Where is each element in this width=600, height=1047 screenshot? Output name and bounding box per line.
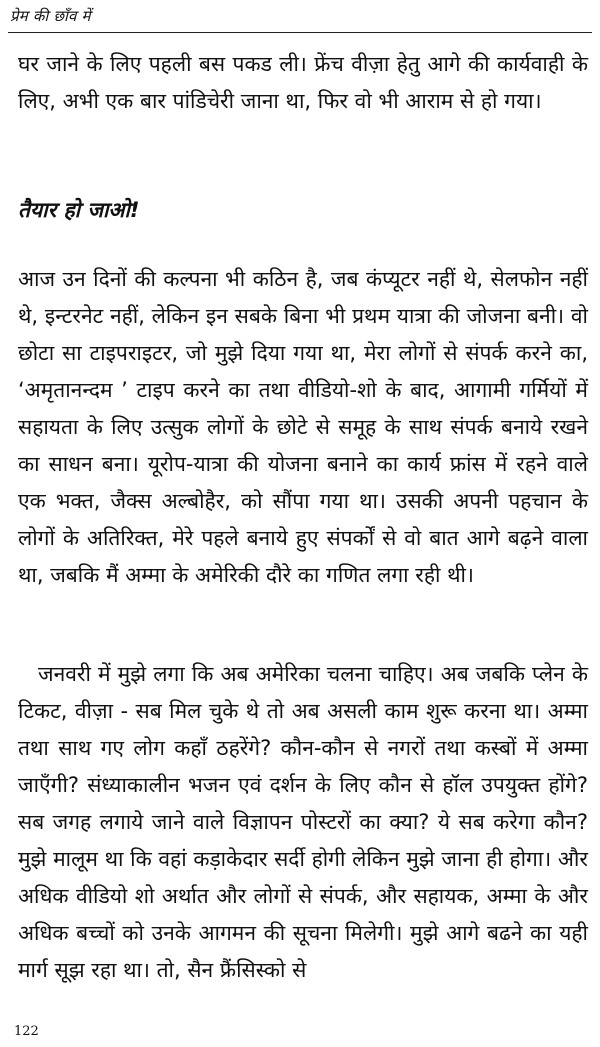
paragraph-2 bbox=[18, 261, 588, 594]
paragraph-1 bbox=[18, 46, 588, 120]
paragraph-3-text: जनवरी में मुझे लगा कि अब अमेरिका चलना चाहिए। अब जबकि प्लेन के टिकट, वीज़ा - सब मिल चुके थे तो अब असली काम शुरू करना था। अम्मा तथा साथ गए लोग कहाँ ठहरेंगे? कौन-कौन से नगरों तथा कस्बों में अम्मा जाएँगी? संध्याकालीन भजन एवं दर्शन के लिए कौन से हॉल उपयुक्त होंगे? सब जगह लगाये जाने वाले विज्ञापन पोस्टरों का क्या? ये सब करेगा कौन? मुझे मालूम था कि वहां कड़ाकेदार सर्दी होगी लेकिन मुझे जाना ही होगा। और अधिक वीडियो शो अर्थात और लोगों से संपर्क, और सहायक, अम्मा के और अधिक बच्चों को उनके आगमन की सूचना मिलेगी। मुझे आगे बढने का यही मार्ग सूझ रहा था। तो, सैन फ्रैंसिस्को से bbox=[18, 662, 588, 982]
section-heading: तैयार हो जाओ! bbox=[18, 198, 140, 222]
page-number: 122 bbox=[14, 1024, 39, 1039]
paragraph-2-text: आज उन दिनों की कल्पना भी कठिन है, जब कंप्यूटर नहीं थे, सेलफोन नहीं थे, इन्टरनेट नहीं, लेकिन इन सबके बिना भी प्रथम यात्रा की जोजना बनी। वो छोटा सा टाइपराइटर, जो मुझे दिया गया था, मेरा लोगों से संपर्क करने का, ‘अमृतानन्दम ’ टाइप करने का तथा वीडियो-शो के बाद, आगामी गर्मियों में सहायता के लिए उत्सुक लोगों के छोटे से समूह के साथ संपर्क बनाये रखने का साधन बना। यूरोप-यात्रा की योजना बनाने का कार्य फ्रांस में रहने वाले एक भक्त, जैक्स अल्बोहैर, को सौंपा गया था। उसकी अपनी पहचान के लोगों के अतिरिक्त, मेरे पहले बनाये हुए संपर्कों से वो बात आगे बढ़ने वाला था, जबकि मैं अम्मा के अमेरिकी दौरे का गणित लगा रही थी। bbox=[18, 267, 588, 587]
paragraph-3 bbox=[18, 656, 588, 989]
header-rule bbox=[8, 32, 592, 33]
paragraph-1-text: घर जाने के लिए पहली बस पकड ली। फ्रेंच वीज़ा हेतु आगे की कार्यवाही के लिए, अभी एक बार पांडिचेरी जाना था, फिर वो भी आराम से हो गया। bbox=[18, 52, 588, 113]
running-header-title: प्रेम की छाँव में bbox=[10, 7, 91, 25]
